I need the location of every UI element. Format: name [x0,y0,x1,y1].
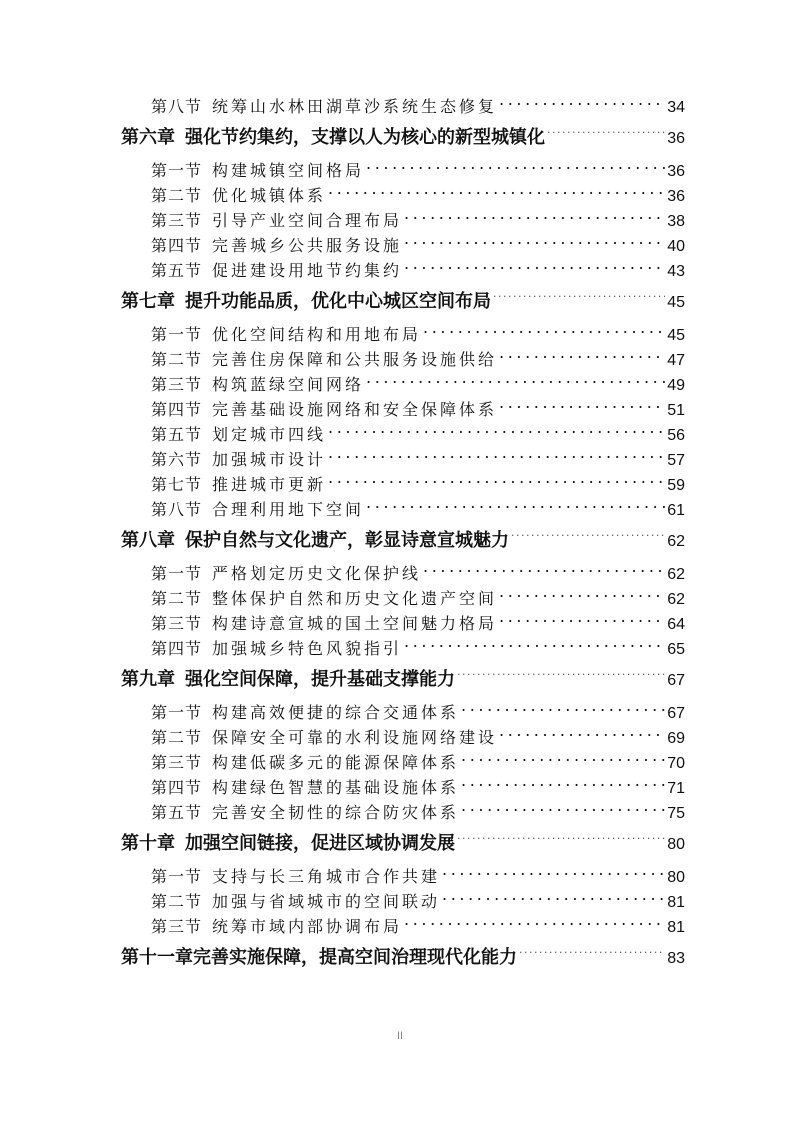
toc-chapter-entry[interactable] [121,945,685,971]
entry-page-number: 71 [667,780,685,797]
entry-page-number: 59 [667,477,685,494]
entry-title: 完善基础设施网络和安全保障体系 [212,400,498,419]
toc-section-entry[interactable] [121,914,685,939]
toc-section-entry[interactable] [121,258,685,283]
toc-chapter-entry[interactable] [121,528,685,554]
entry-number: 第一节 [151,703,203,722]
entry-title: 引导产业空间合理布局 [212,211,403,230]
entry-number: 第十一章 [121,947,193,968]
table-of-contents [121,94,685,978]
dot-leader [511,528,665,546]
dot-leader [499,588,665,604]
toc-chapter-entry[interactable] [121,831,685,857]
entry-number: 第三节 [151,614,203,633]
dot-leader [442,866,665,882]
entry-page-number: 34 [667,99,685,116]
entry-page-number: 40 [667,238,685,255]
entry-number: 第一节 [151,564,203,583]
entry-page-number: 62 [667,591,685,608]
dot-leader [493,289,665,307]
toc-section-entry[interactable] [121,472,685,497]
entry-title: 构建低碳多元的能源保障体系 [212,753,460,772]
entry-title: 统筹市域内部协调布局 [212,917,403,936]
entry-page-number: 80 [667,869,685,886]
dot-leader [404,260,665,276]
entry-title: 整体保护自然和历史文化遗产空间 [212,589,498,608]
toc-section-entry[interactable] [121,183,685,208]
entry-title: 完善安全韧性的综合防灾体系 [212,803,460,822]
entry-page-number: 45 [667,327,685,344]
entry-page-number: 43 [667,263,685,280]
toc-section-entry[interactable] [121,611,685,636]
entry-page-number: 62 [667,533,685,550]
entry-number: 第八章 [121,530,175,551]
entry-title: 推进城市更新 [212,475,327,494]
entry-number: 第二节 [151,589,203,608]
entry-number: 第九章 [121,669,175,690]
dot-leader [499,349,665,365]
entry-number: 第三节 [151,917,203,936]
entry-page-number: 64 [667,616,685,633]
toc-section-entry[interactable] [121,750,685,775]
entry-title: 构建绿色智慧的基础设施体系 [212,778,460,797]
entry-number: 第七章 [121,291,175,312]
entry-page-number: 62 [667,566,685,583]
dot-leader [328,185,665,201]
entry-number: 第七节 [151,475,203,494]
entry-page-number: 56 [667,427,685,444]
toc-section-entry[interactable] [121,889,685,914]
toc-section-entry[interactable] [121,636,685,661]
entry-title: 优化城镇体系 [212,186,327,205]
entry-number: 第五节 [151,261,203,280]
dot-leader [499,727,665,743]
toc-section-entry[interactable] [121,322,685,347]
entry-title: 保障安全可靠的水利设施网络建设 [212,728,498,747]
entry-page-number: 70 [667,755,685,772]
entry-page-number: 81 [667,919,685,936]
entry-number: 第八节 [151,500,203,519]
toc-chapter-entry[interactable] [121,289,685,315]
entry-title: 加强城市设计 [212,450,327,469]
entry-number: 第三节 [151,753,203,772]
dot-leader [328,474,665,490]
toc-section-entry[interactable] [121,94,685,119]
entry-number: 第四节 [151,639,203,658]
entry-page-number: 36 [667,188,685,205]
entry-title: 严格划定历史文化保护线 [212,564,422,583]
dot-leader [499,399,665,415]
dot-leader [499,96,665,112]
toc-section-entry[interactable] [121,372,685,397]
entry-title: 统筹山水林田湖草沙系统生态修复 [212,97,498,116]
entry-title: 划定城市四线 [212,425,327,444]
entry-page-number: 49 [667,377,685,394]
dot-leader [404,210,665,226]
dot-leader [423,563,665,579]
dot-leader [457,667,665,685]
toc-section-entry[interactable] [121,775,685,800]
entry-page-number: 69 [667,730,685,747]
toc-section-entry[interactable] [121,422,685,447]
entry-page-number: 67 [667,705,685,722]
entry-number: 第八节 [151,97,203,116]
toc-section-entry[interactable] [121,700,685,725]
dot-leader [366,499,665,515]
dot-leader [328,449,665,465]
entry-title: 支持与长三角城市合作共建 [212,867,441,886]
entry-number: 第三节 [151,375,203,394]
entry-number: 第六章 [121,127,175,148]
entry-title: 加强城乡特色风貌指引 [212,639,403,658]
entry-title: 优化空间结构和用地布局 [212,325,422,344]
toc-section-entry[interactable] [121,864,685,889]
entry-page-number: 83 [667,950,685,967]
entry-title: 构建城镇空间格局 [212,161,365,180]
dot-leader [457,831,665,849]
entry-page-number: 47 [667,352,685,369]
toc-section-entry[interactable] [121,497,685,522]
entry-number: 第二节 [151,186,203,205]
entry-number: 第一节 [151,867,203,886]
page-number: II [396,1030,404,1042]
entry-number: 第一节 [151,161,203,180]
dot-leader [461,752,665,768]
toc-section-entry[interactable] [121,725,685,750]
entry-page-number: 81 [667,894,685,911]
toc-section-entry[interactable] [121,158,685,183]
dot-leader [404,638,665,654]
entry-page-number: 36 [667,163,685,180]
dot-leader [328,424,665,440]
dot-leader [366,160,665,176]
toc-section-entry[interactable] [121,561,685,586]
entry-title: 完善城乡公共服务设施 [212,236,403,255]
dot-leader [423,324,665,340]
toc-section-entry[interactable] [121,347,685,372]
entry-page-number: 80 [667,836,685,853]
entry-page-number: 45 [667,294,685,311]
dot-leader [366,374,665,390]
toc-section-entry[interactable] [121,586,685,611]
toc-section-entry[interactable] [121,800,685,825]
dot-leader [461,702,665,718]
entry-number: 第二节 [151,892,203,911]
entry-number: 第十章 [121,833,175,854]
dot-leader [442,891,665,907]
entry-title: 促进建设用地节约集约 [212,261,403,280]
entry-title: 构建高效便捷的综合交通体系 [212,703,460,722]
toc-section-entry[interactable] [121,233,685,258]
entry-title: 完善实施保障，提高空间治理现代化能力 [193,947,517,968]
entry-number: 第四节 [151,236,203,255]
dot-leader [499,613,665,629]
entry-page-number: 65 [667,641,685,658]
entry-number: 第五节 [151,425,203,444]
toc-section-entry[interactable] [121,397,685,422]
entry-number: 第五节 [151,803,203,822]
entry-page-number: 57 [667,452,685,469]
entry-number: 第二节 [151,728,203,747]
dot-leader [547,125,665,143]
entry-title: 完善住房保障和公共服务设施供给 [212,350,498,369]
entry-page-number: 36 [667,130,685,147]
entry-title: 构筑蓝绿空间网络 [212,375,365,394]
entry-page-number: 67 [667,672,685,689]
entry-number: 第四节 [151,778,203,797]
toc-section-entry[interactable] [121,447,685,472]
entry-title: 强化节约集约，支撑以人为核心的新型城镇化 [185,127,545,148]
entry-title: 构建诗意宣城的国土空间魅力格局 [212,614,498,633]
entry-page-number: 51 [667,402,685,419]
entry-number: 第一节 [151,325,203,344]
entry-page-number: 61 [667,502,685,519]
toc-chapter-entry[interactable] [121,667,685,693]
entry-page-number: 75 [667,805,685,822]
entry-number: 第二节 [151,350,203,369]
toc-chapter-entry[interactable] [121,125,685,151]
entry-title: 保护自然与文化遗产，彰显诗意宣城魅力 [185,530,509,551]
entry-title: 加强空间链接，促进区域协调发展 [185,833,455,854]
entry-number: 第四节 [151,400,203,419]
entry-number: 第六节 [151,450,203,469]
entry-title: 合理利用地下空间 [212,500,365,519]
toc-section-entry[interactable] [121,208,685,233]
entry-page-number: 38 [667,213,685,230]
dot-leader [404,916,665,932]
entry-title: 提升功能品质，优化中心城区空间布局 [185,291,491,312]
dot-leader [461,802,665,818]
entry-title: 加强与省域城市的空间联动 [212,892,441,911]
entry-title: 强化空间保障，提升基础支撑能力 [185,669,455,690]
dot-leader [461,777,665,793]
dot-leader [404,235,665,251]
entry-number: 第三节 [151,211,203,230]
dot-leader [519,945,665,963]
